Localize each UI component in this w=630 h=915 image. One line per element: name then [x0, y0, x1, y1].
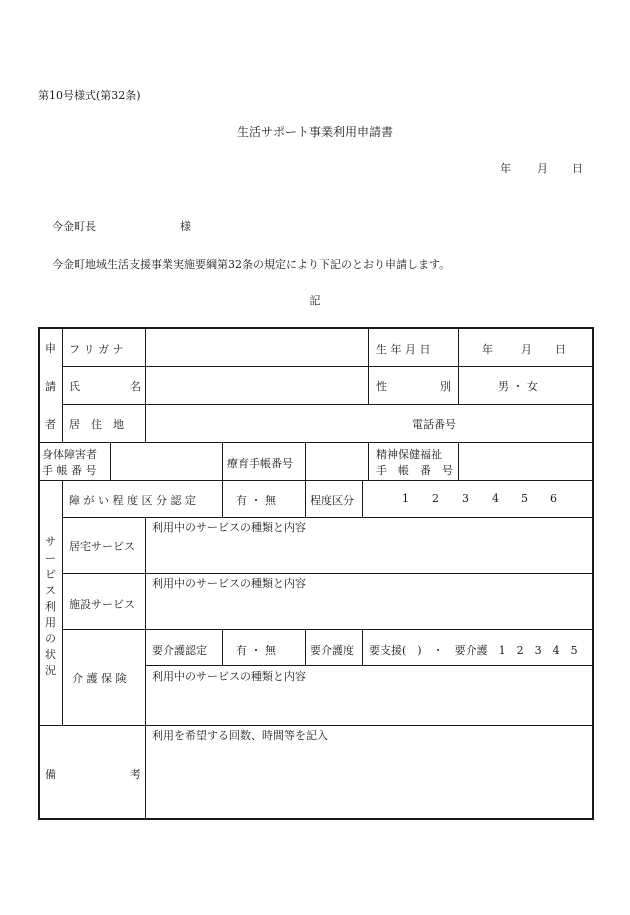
addressee: 今金町長	[52, 220, 96, 233]
column-divider	[458, 327, 459, 404]
column-divider	[362, 480, 363, 517]
remarks-note: 利用を希望する回数、時間等を記入	[152, 729, 328, 742]
name-label: 氏	[69, 380, 80, 393]
physical-handbook-label: 手 帳 番 号	[42, 464, 97, 477]
service-section-char: 状	[45, 648, 56, 661]
column-divider	[305, 480, 306, 517]
row-divider	[62, 517, 594, 518]
column-divider	[110, 442, 111, 480]
row-divider	[62, 404, 594, 405]
home-service-note: 利用中のサービスの種類と内容	[152, 521, 306, 534]
care-degree-label: 要介護度	[310, 644, 354, 657]
service-section-char: ー	[45, 552, 56, 565]
row-divider	[145, 665, 594, 666]
row-divider	[38, 442, 594, 443]
applicant-section-char: 者	[45, 418, 56, 431]
birth-month-label: 月	[521, 343, 532, 356]
column-divider	[62, 480, 63, 725]
column-divider	[222, 629, 223, 665]
row-divider	[62, 366, 594, 367]
physical-handbook-label: 身体障害者	[42, 448, 97, 461]
service-section-char: ス	[45, 584, 56, 597]
applicant-section-char: 申	[45, 342, 56, 355]
care-certification-label: 要介護認定	[152, 644, 207, 657]
birth-year-label: 年	[482, 343, 493, 356]
degree-label: 程度区分	[310, 494, 354, 507]
ki-heading: 記	[309, 294, 321, 307]
care-degree-options: 要支援( ) ・ 要介護 1 2 3 4 5	[369, 644, 578, 657]
care-certification-options: 有 ・ 無	[236, 644, 276, 657]
form-title: 生活サポート事業利用申請書	[236, 125, 393, 139]
ryoiku-handbook-label: 療育手帳番号	[227, 457, 293, 470]
service-section-char: 況	[45, 664, 56, 677]
degree-option: 4	[492, 492, 499, 505]
degree-option: 1	[402, 492, 409, 505]
mental-handbook-label: 精神保健福祉	[376, 448, 442, 461]
remarks-label: 考	[130, 768, 141, 781]
date-month-label: 月	[537, 162, 548, 175]
remarks-label: 備	[45, 768, 56, 781]
column-divider	[145, 517, 146, 820]
service-section-char: ビ	[45, 568, 56, 581]
column-divider	[222, 480, 223, 517]
date-day-label: 日	[572, 162, 583, 175]
column-divider	[305, 442, 306, 480]
facility-service-label: 施設サービス	[69, 598, 135, 611]
degree-option: 3	[462, 492, 469, 505]
service-section-char: 利	[45, 600, 56, 613]
column-divider	[62, 327, 63, 442]
column-divider	[305, 629, 306, 665]
column-divider	[458, 442, 459, 480]
row-divider	[62, 573, 594, 574]
gender-label: 性	[376, 380, 387, 393]
application-statement: 今金町地域生活支援事業実施要綱第32条の規定により下記のとおり申請します。	[52, 258, 451, 271]
row-divider	[38, 480, 594, 481]
mental-handbook-label: 手 帳 番 号	[376, 464, 453, 477]
honorific: 様	[180, 220, 191, 233]
degree-option: 2	[432, 492, 439, 505]
disability-certification-label: 障 が い 程 度 区 分 認 定	[69, 494, 196, 507]
name-label: 名	[130, 380, 141, 393]
row-divider	[62, 629, 594, 630]
care-service-note: 利用中のサービスの種類と内容	[152, 670, 306, 683]
row-divider	[38, 725, 594, 726]
care-insurance-label: 介 護 保 険	[72, 672, 127, 685]
facility-service-note: 利用中のサービスの種類と内容	[152, 577, 306, 590]
column-divider	[145, 327, 146, 442]
service-section-char: 用	[45, 616, 56, 629]
service-section-char: サ	[45, 535, 56, 548]
address-label: 居 住 地	[69, 418, 124, 431]
furigana-label: フ リ ガ ナ	[69, 343, 124, 356]
birth-day-label: 日	[555, 343, 566, 356]
column-divider	[368, 327, 369, 404]
gender-label: 別	[440, 380, 451, 393]
date-year-label: 年	[500, 162, 511, 175]
form-code: 第10号様式(第32条)	[38, 89, 141, 102]
column-divider	[362, 629, 363, 665]
column-divider	[222, 442, 223, 480]
phone-label: 電話番号	[412, 418, 456, 431]
gender-options: 男 ・ 女	[498, 380, 538, 393]
service-section-char: の	[45, 632, 56, 645]
home-service-label: 居宅サービス	[69, 540, 135, 553]
column-divider	[368, 442, 369, 480]
certification-options: 有 ・ 無	[236, 494, 276, 507]
degree-option: 6	[550, 492, 557, 505]
birthdate-label: 生 年 月 日	[376, 343, 431, 356]
degree-option: 5	[521, 492, 528, 505]
applicant-section-char: 請	[45, 380, 56, 393]
